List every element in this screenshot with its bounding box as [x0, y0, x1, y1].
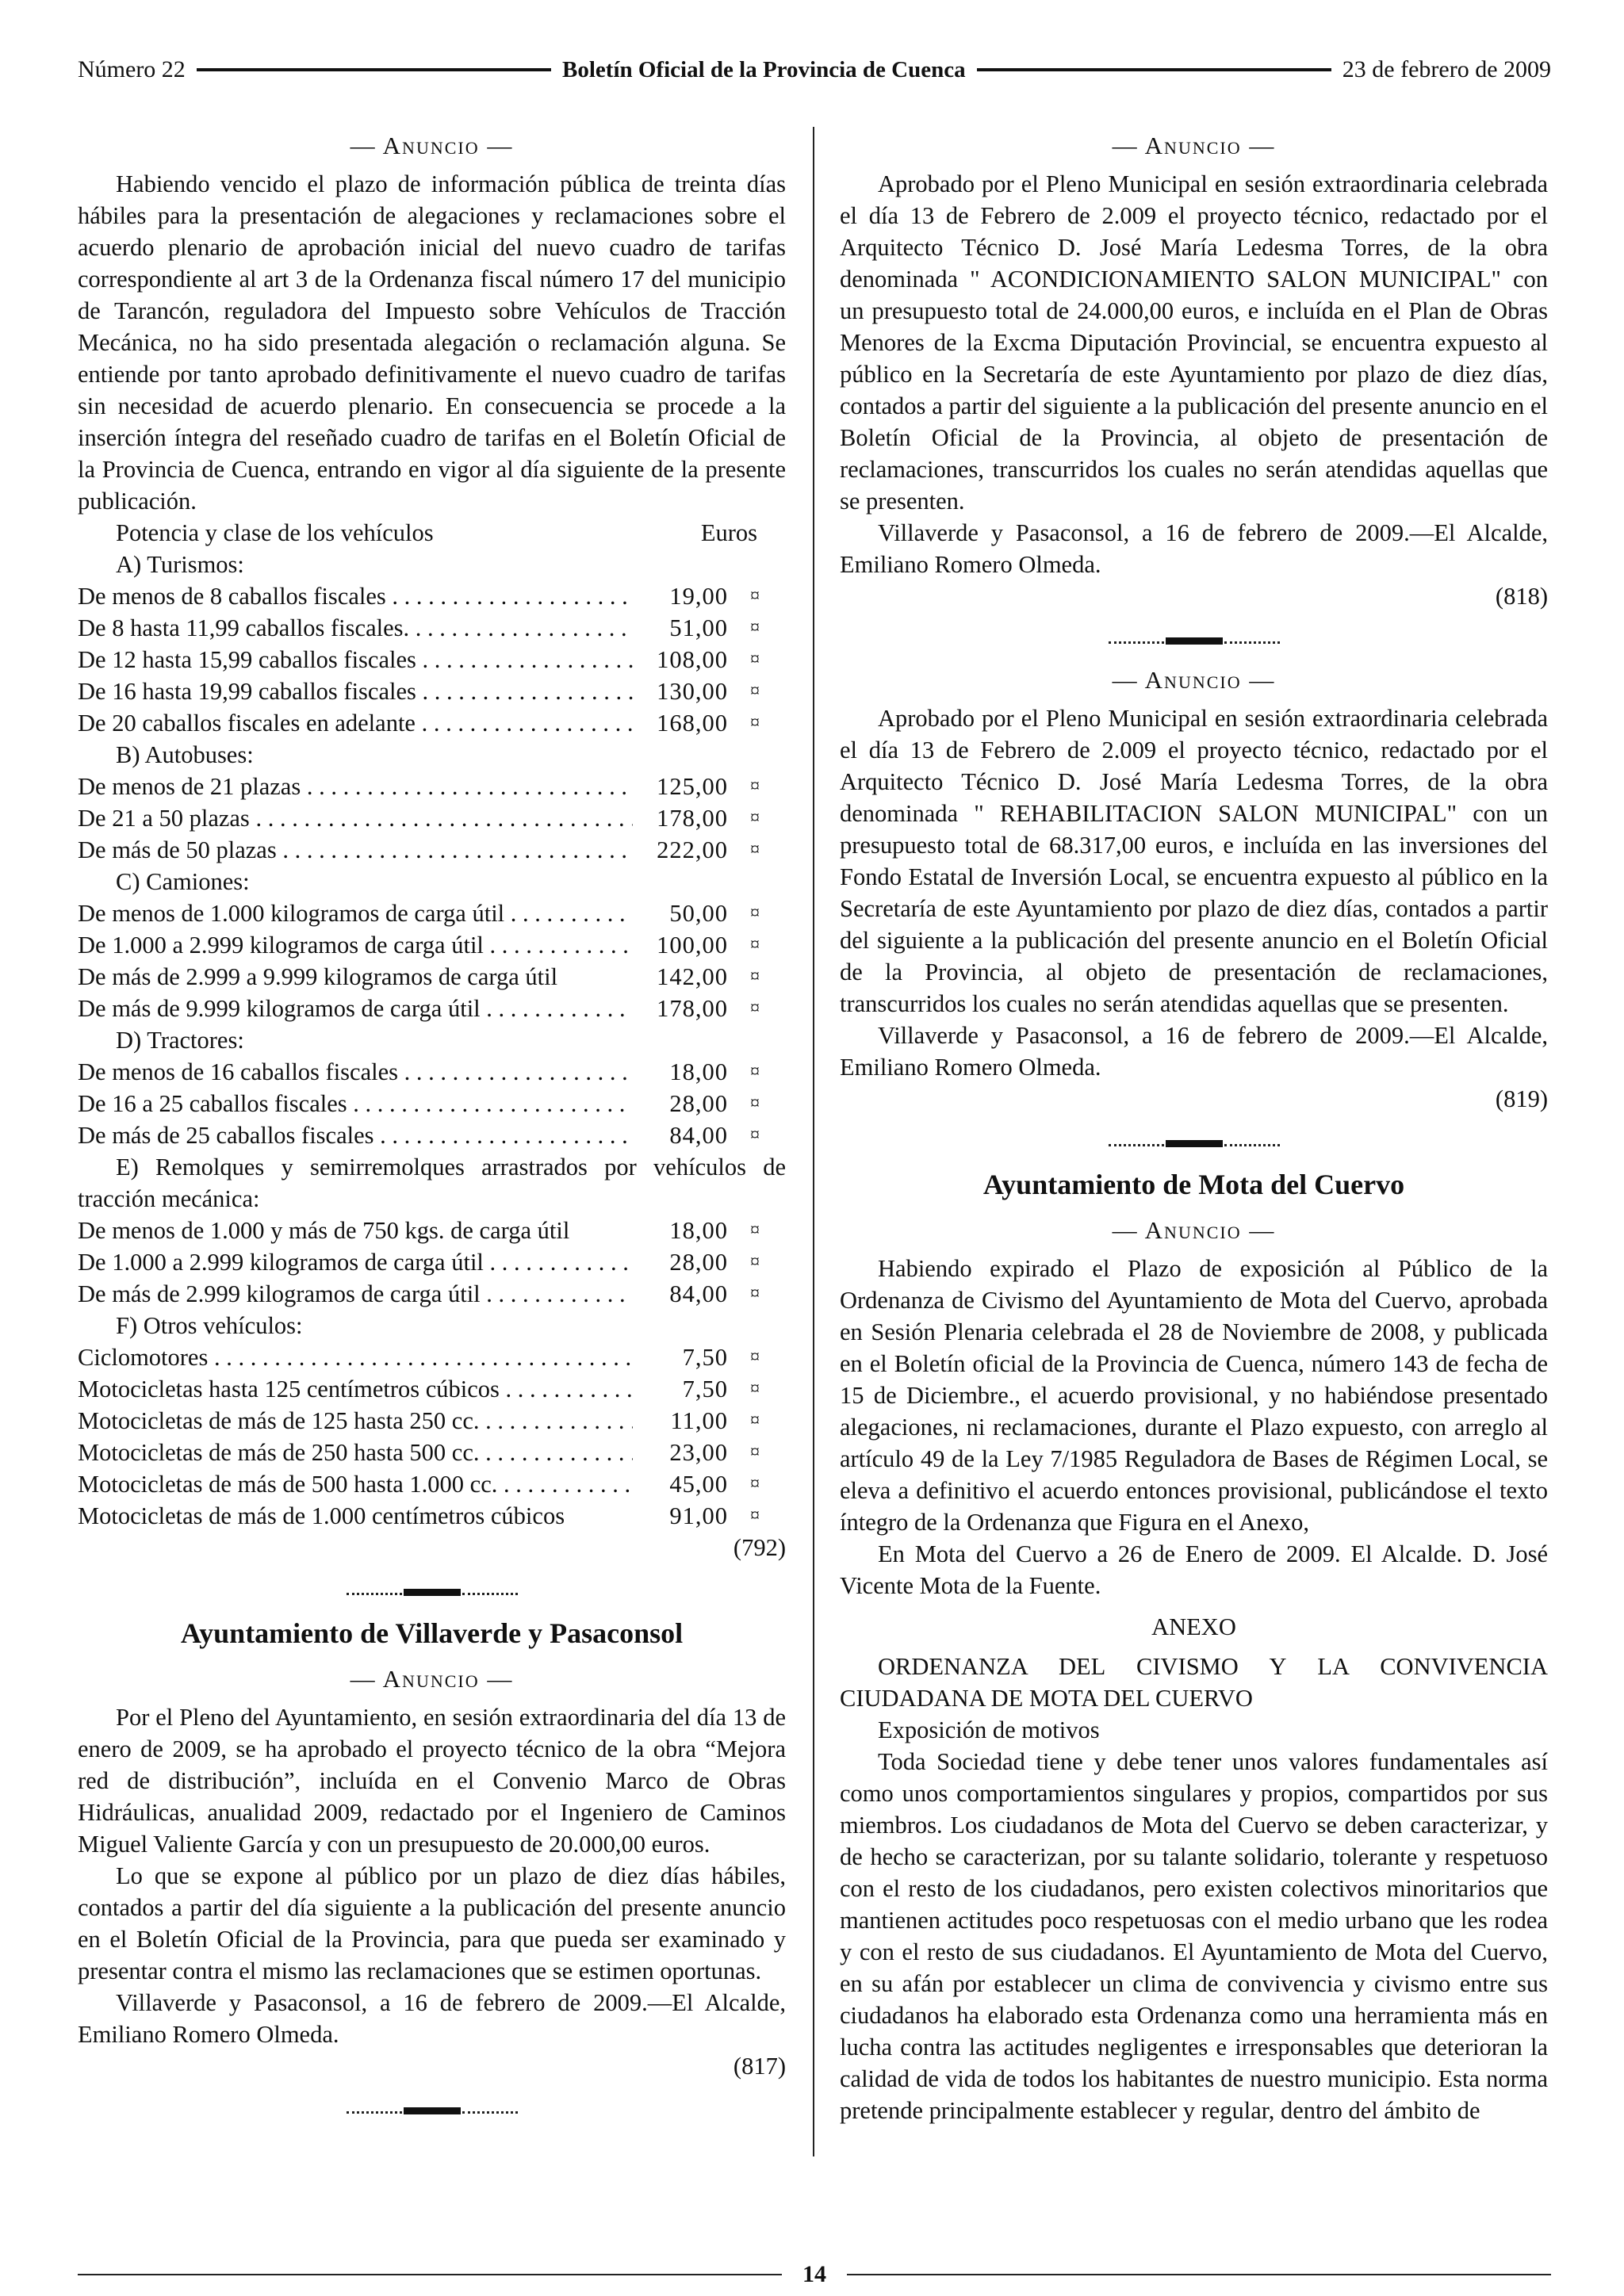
- exposicion-heading: Exposición de motivos: [878, 1716, 1100, 1743]
- tariff-row: [78, 707, 786, 739]
- currency-symbol: ¤: [750, 1125, 760, 1146]
- tariff-item: De 16 hasta 19,99 caballos fiscales . . .: [78, 675, 633, 707]
- tariff-amount: 18,00: [669, 1217, 728, 1244]
- tariff-item: De 12 hasta 15,99 caballos fiscales . . .: [78, 644, 633, 675]
- tariff-group-title: A) Turismos:: [116, 551, 244, 578]
- currency-symbol: ¤: [750, 1410, 760, 1431]
- currency-symbol: ¤: [750, 935, 760, 955]
- tariff-amount: 222,00: [657, 836, 728, 863]
- tariff-amount: 28,00: [669, 1249, 728, 1276]
- section-separator: [840, 1137, 1548, 1150]
- page-header: [78, 51, 1551, 89]
- reference-number: (817): [733, 2053, 786, 2080]
- tariff-row: [78, 1468, 786, 1500]
- tariff-amount: 100,00: [657, 932, 728, 959]
- notice-paragraph: Aprobado por el Pleno Municipal en sesión extraordinaria celebrada el día 13 de Febrero de 2.009 el proyecto técnico, redactado por el Arquitecto Técnico D. José María Ledesma Torres, de la obra denominada " REHABILITACION SALON MUNICIPAL" con un presupuesto total de 68.317,00 euros, e incluída en las inversiones del Fondo Estatal de Inversión Local, se encuentra expuesto al público en la Secretaría de este Ayuntamiento por plazo de diez días, contados a partir del siguiente a la publicación del presente anuncio en el Boletín Oficial de la Provincia, al objeto de presentación de reclamaciones, transcurridos los cuales no serán atendidas aquellas que se presenten.: [840, 705, 1548, 1017]
- notice-signature: Villaverde y Pasaconsol, a 16 de febrero de 2009.—El Alcalde, Emiliano Romero Olmeda.: [78, 1989, 786, 2048]
- tariff-row: [78, 1405, 786, 1437]
- tariff-item: De 20 caballos fiscales en adelante . . .: [78, 707, 633, 739]
- tariff-item: De menos de 21 plazas . . .: [78, 771, 633, 802]
- tariff-row: [78, 1056, 786, 1088]
- tariff-amount: 11,00: [670, 1407, 728, 1434]
- tariff-row: [78, 1088, 786, 1119]
- tariff-table: [78, 549, 786, 1532]
- currency-symbol: ¤: [750, 1093, 760, 1114]
- currency-symbol: ¤: [750, 1252, 760, 1272]
- tariff-amount: 125,00: [657, 773, 728, 800]
- tariff-row: [78, 580, 786, 612]
- tariff-row: [78, 929, 786, 961]
- tariff-item: De 16 a 25 caballos fiscales . . .: [78, 1088, 633, 1119]
- ordinance-title: ORDENANZA DEL CIVISMO Y LA CONVIVENCIA CIUDADANA DE MOTA DEL CUERVO: [840, 1653, 1548, 1712]
- bulletin-title: Boletín Oficial de la Provincia de Cuenca: [562, 56, 966, 82]
- tariff-item: De más de 50 plazas . . .: [78, 834, 633, 866]
- page-footer: [78, 2261, 1551, 2288]
- tariff-row: [78, 993, 786, 1024]
- tariff-group-title: D) Tractores:: [116, 1027, 244, 1054]
- issue-number: Número 22: [78, 56, 186, 82]
- tariff-amount: 23,00: [669, 1439, 728, 1466]
- anuncio-heading: — Anuncio —: [350, 1665, 514, 1693]
- notice-paragraph: Lo que se expone al público por un plazo de diez días hábiles, contados a partir del día siguiente a la publicación del presente anuncio en el Boletín Oficial de la Provincia, para que pueda ser examinado y presentar contra el mismo las reclamaciones que se estimen oportunas.: [78, 1862, 786, 1984]
- section-separator: [78, 2104, 786, 2117]
- tarancon-notice-paragraph: Habiendo vencido el plazo de información pública de treinta días hábiles para la presentación de alegaciones y reclamaciones sobre el acuerdo plenario de aprobación inicial del nuevo cuadro de tarifas correspondiente al art 3 de la Ordenanza fiscal número 17 del municipio de Tarancón, reguladora del Impuesto sobre Vehículos de Tracción Mecánica, no ha sido presentada alegación o reclamación alguna. Se entiende por tanto aprobado definitivamente el nuevo cuadro de tarifas sin necesidad de acuerdo plenario. En consecuencia se procede a la inserción íntegra del reseñado cuadro de tarifas en el Boletín Oficial de la Provincia de Cuenca, entrando en vigor al día siguiente de la presente publicación.: [78, 170, 786, 515]
- tariff-row: [78, 1437, 786, 1468]
- currency-symbol: ¤: [750, 1347, 760, 1368]
- tariff-row: [78, 1500, 786, 1532]
- tariff-item: Motocicletas hasta 125 centímetros cúbicos . . .: [78, 1373, 633, 1405]
- tariff-item: De 1.000 a 2.999 kilogramos de carga útil . . .: [78, 929, 633, 961]
- tariff-amount: 84,00: [669, 1122, 728, 1149]
- tariff-item: De 8 hasta 11,99 caballos fiscales. . . .: [78, 612, 633, 644]
- notice-signature: Villaverde y Pasaconsol, a 16 de febrero de 2009.—El Alcalde, Emiliano Romero Olmeda.: [840, 519, 1548, 578]
- tariff-row: [78, 1246, 786, 1278]
- reference-number: (792): [733, 1534, 786, 1561]
- tariff-item: De menos de 1.000 y más de 750 kgs. de carga útil: [78, 1217, 570, 1244]
- currency-symbol: ¤: [750, 681, 760, 702]
- tariff-row: [78, 802, 786, 834]
- tariff-group-title: E) Remolques y semirremolques arrastrados por vehículos de tracción mecánica:: [78, 1154, 786, 1212]
- tariff-item: De más de 9.999 kilogramos de carga útil . . .: [78, 993, 633, 1024]
- tariff-row: [78, 612, 786, 644]
- tariff-amount: 168,00: [657, 710, 728, 737]
- currency-symbol: ¤: [750, 713, 760, 733]
- tariff-group-title: F) Otros vehículos:: [116, 1312, 303, 1339]
- currency-symbol: ¤: [750, 1442, 760, 1463]
- ayuntamiento-heading: Ayuntamiento de Villaverde y Pasaconsol: [180, 1617, 684, 1649]
- tariff-row: [78, 1215, 786, 1246]
- tariff-amount: 178,00: [657, 995, 728, 1022]
- tariff-amount: 178,00: [657, 805, 728, 832]
- tariff-row: [78, 1373, 786, 1405]
- tariff-row: [78, 961, 786, 993]
- tariff-amount: 130,00: [657, 678, 728, 705]
- tariff-amount: 51,00: [669, 614, 728, 641]
- currency-symbol: ¤: [750, 586, 760, 607]
- tariff-amount: 84,00: [669, 1280, 728, 1307]
- tariff-amount: 142,00: [657, 963, 728, 990]
- notice-paragraph: Habiendo expirado el Plazo de exposición al Público de la Ordenanza de Civismo del Ayuntamiento de Mota del Cuervo, aprobada en Sesión Plenaria celebrada el 28 de Noviembre de 2008, y publicada en el Boletín oficial de la Provincia de Cuenca, número 143 de fecha de 15 de Diciembre., el acuerdo provisional, y no habiéndose presentado alegaciones, ni reclamaciones, durante el Plazo expuesto, con arreglo al artículo 49 de la Ley 7/1985 Reguladora de Bases de Régimen Local, se eleva a definitivo el acuerdo entonces provisional, publicándose el texto íntegro de la Ordenanza que Figura en el Anexo,: [840, 1255, 1548, 1536]
- tariff-table-header: [78, 517, 786, 549]
- anuncio-heading: — Anuncio —: [350, 132, 514, 159]
- currency-symbol: ¤: [750, 1062, 760, 1082]
- tariff-header-label: Potencia y clase de los vehículos: [116, 519, 434, 546]
- anuncio-heading: — Anuncio —: [1112, 1216, 1276, 1244]
- tariff-group-title: C) Camiones:: [116, 868, 250, 895]
- tariff-item: Motocicletas de más de 250 hasta 500 cc. . . .: [78, 1437, 633, 1468]
- reference-number: (819): [1495, 1085, 1548, 1112]
- reference-number: (818): [1495, 583, 1548, 610]
- tariff-row: [78, 644, 786, 675]
- tariff-amount: 45,00: [669, 1471, 728, 1498]
- tariff-item: Motocicletas de más de 125 hasta 250 cc. . . .: [78, 1405, 633, 1437]
- anuncio-heading: — Anuncio —: [1112, 666, 1276, 694]
- right-column: [840, 127, 1548, 2126]
- tariff-row: [78, 771, 786, 802]
- tariff-amount: 91,00: [669, 1502, 728, 1529]
- currency-symbol: ¤: [750, 1474, 760, 1494]
- tariff-item: De menos de 1.000 kilogramos de carga útil . . .: [78, 897, 633, 929]
- tariff-amount: 50,00: [669, 900, 728, 927]
- page-number: 14: [802, 2261, 826, 2287]
- tariff-row: [78, 1278, 786, 1310]
- tariff-item: Motocicletas de más de 1.000 centímetros cúbicos: [78, 1502, 565, 1529]
- tariff-item: De 21 a 50 plazas . . .: [78, 802, 633, 834]
- ayuntamiento-heading: Ayuntamiento de Mota del Cuervo: [982, 1169, 1405, 1200]
- footer-rule-right: [847, 2274, 1551, 2275]
- tariff-amount: 18,00: [669, 1058, 728, 1085]
- notice-paragraph: Aprobado por el Pleno Municipal en sesión extraordinaria celebrada el día 13 de Febrero de 2.009 el proyecto técnico, redactado por el Arquitecto Técnico D. José María Ledesma Torres, de la obra denominada " ACONDICIONAMIENTO SALON MUNICIPAL" con un presupuesto total de 24.000,00 euros, e incluída en el Plan de Obras Menores de la Excma Diputación Provincial, se encuentra expuesto al público en la Secretaría de este Ayuntamiento por plazo de diez días, contados a partir del siguiente a la publicación del presente anuncio en el Boletín Oficial de la Provincia, al objeto de presentación de reclamaciones, transcurridos los cuales no serán atendidas aquellas que se presenten.: [840, 170, 1548, 515]
- notice-signature: Villaverde y Pasaconsol, a 16 de febrero de 2009.—El Alcalde, Emiliano Romero Olmeda.: [840, 1022, 1548, 1081]
- issue-date: 23 de febrero de 2009: [1342, 56, 1552, 82]
- tariff-amount: 7,50: [682, 1344, 728, 1371]
- tariff-header-currency: Euros: [700, 519, 757, 546]
- currency-symbol: ¤: [750, 1379, 760, 1399]
- tariff-amount: 19,00: [669, 583, 728, 610]
- column-divider: [813, 127, 814, 2156]
- currency-symbol: ¤: [750, 618, 760, 638]
- tariff-item: De más de 2.999 a 9.999 kilogramos de carga útil: [78, 963, 558, 990]
- tariff-amount: 28,00: [669, 1090, 728, 1117]
- anexo-heading: ANEXO: [1151, 1613, 1236, 1640]
- tariff-item: De 1.000 a 2.999 kilogramos de carga útil . . .: [78, 1246, 633, 1278]
- tariff-amount: 108,00: [657, 646, 728, 673]
- tariff-item: De más de 2.999 kilogramos de carga útil . . .: [78, 1278, 633, 1310]
- ordinance-paragraph: Toda Sociedad tiene y debe tener unos valores fundamentales así como unos comportamientos singulares y propios, compartidos por sus miembros. Los ciudadanos de Mota del Cuervo se deben caracterizar, y de hecho se caracterizan, por su talante solidario, tolerante y respetuoso con el resto de los ciudadanos, pero existen colectivos minoritarios que mantienen actitudes poco respetuosas con el medio urbano que les rodea y con el resto de sus ciudadanos. El Ayuntamiento de Mota del Cuervo, en su afán por establecer un clima de convivencia y civismo entre sus ciudadanos ha elaborado esta Ordenanza como una herramienta más en lucha contra las actitudes negligentes e irresponsables que deterioran la calidad de vida de todos los habitantes de nuestro municipio. Esta norma pretende principalmente establecer y regular, dentro del ámbito de: [840, 1748, 1548, 2124]
- header-rule-left: [197, 68, 551, 71]
- currency-symbol: ¤: [750, 1284, 760, 1304]
- tariff-item: Ciclomotores . . .: [78, 1341, 633, 1373]
- tariff-row: [78, 675, 786, 707]
- footer-rule-left: [78, 2274, 782, 2275]
- currency-symbol: ¤: [750, 966, 760, 987]
- currency-symbol: ¤: [750, 903, 760, 924]
- currency-symbol: ¤: [750, 649, 760, 670]
- currency-symbol: ¤: [750, 776, 760, 797]
- left-column: [78, 127, 786, 2134]
- tariff-item: De más de 25 caballos fiscales . . .: [78, 1119, 633, 1151]
- section-separator: [840, 634, 1548, 647]
- tariff-amount: 7,50: [682, 1376, 728, 1402]
- tariff-item: Motocicletas de más de 500 hasta 1.000 cc. . . .: [78, 1468, 633, 1500]
- tariff-item: De menos de 8 caballos fiscales . . .: [78, 580, 633, 612]
- currency-symbol: ¤: [750, 1220, 760, 1241]
- currency-symbol: ¤: [750, 808, 760, 828]
- header-rule-right: [977, 68, 1331, 71]
- tariff-row: [78, 834, 786, 866]
- anuncio-heading: — Anuncio —: [1112, 132, 1276, 159]
- currency-symbol: ¤: [750, 840, 760, 860]
- section-separator: [78, 1586, 786, 1598]
- tariff-item: De menos de 16 caballos fiscales . . .: [78, 1056, 633, 1088]
- currency-symbol: ¤: [750, 1506, 760, 1526]
- tariff-row: [78, 1341, 786, 1373]
- tariff-group-title: B) Autobuses:: [116, 741, 254, 768]
- tariff-row: [78, 1119, 786, 1151]
- notice-paragraph: Por el Pleno del Ayuntamiento, en sesión extraordinaria del día 13 de enero de 2009, se ha aprobado el proyecto técnico de la obra “Mejora red de distribución”, incluída en el Convenio Marco de Obras Hidráulicas, anualidad 2009, redactado por el Ingeniero de Caminos Miguel Valiente García y con un presupuesto de 20.000,00 euros.: [78, 1704, 786, 1858]
- currency-symbol: ¤: [750, 998, 760, 1019]
- tariff-row: [78, 897, 786, 929]
- notice-signature: En Mota del Cuervo a 26 de Enero de 2009. El Alcalde. D. José Vicente Mota de la Fuente.: [840, 1540, 1548, 1599]
